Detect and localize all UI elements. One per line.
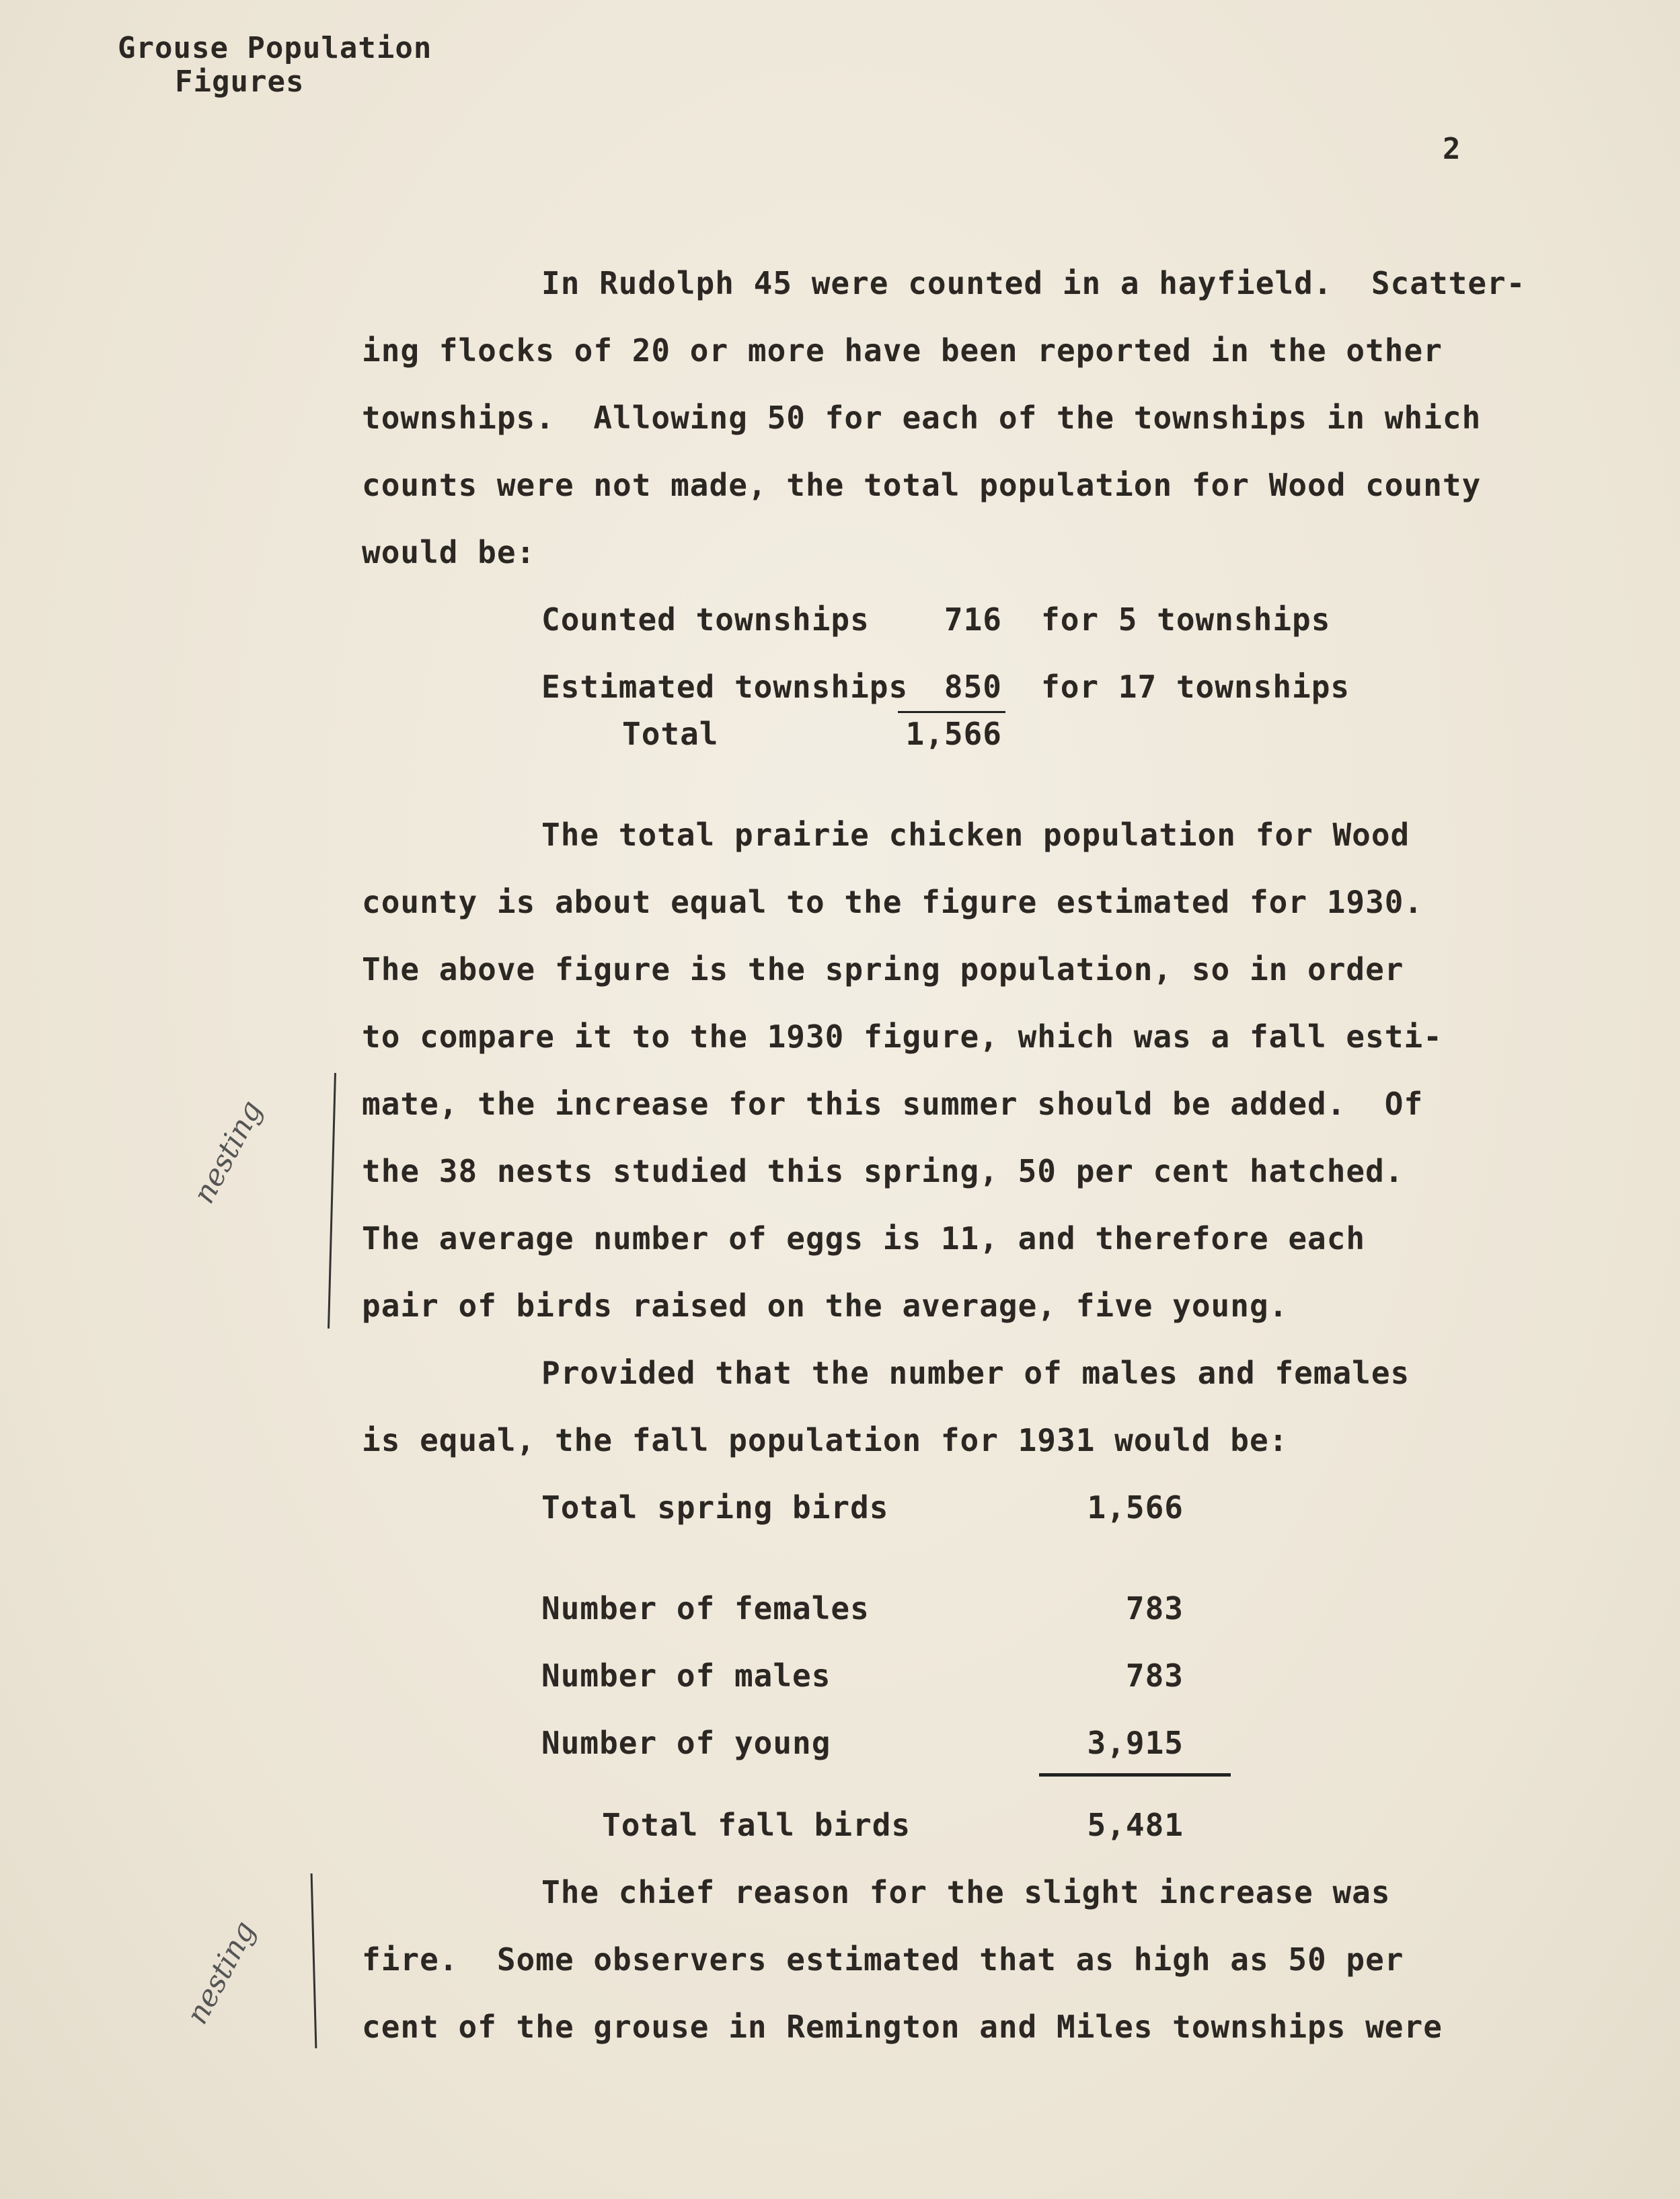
table2-row-value: 1,566 xyxy=(1087,1489,1184,1526)
table2-total-label: Total fall birds xyxy=(602,1807,911,1843)
para2-line: to compare it to the 1930 figure, which was a fall esti- xyxy=(362,1018,1443,1055)
para2-line: pair of birds raised on the average, five young. xyxy=(362,1288,1289,1324)
para4-line: cent of the grouse in Remington and Miles townships were xyxy=(362,2009,1443,2045)
table2-sum-rule xyxy=(1039,1773,1231,1777)
table2-total-value: 5,481 xyxy=(1087,1807,1184,1843)
para1-line: would be: xyxy=(362,534,536,570)
table2-row-label: Number of young xyxy=(541,1725,831,1761)
margin-bracket-line xyxy=(311,1873,317,2048)
table1-row-label: Estimated townships xyxy=(541,669,909,705)
para2-line: The total prairie chicken population for Wood xyxy=(541,817,1410,853)
para2-line: county is about equal to the figure estimated for 1930. xyxy=(362,884,1424,920)
para3-line: is equal, the fall population for 1931 would be: xyxy=(362,1422,1289,1458)
para1-line: townships. Allowing 50 for each of the townships in which xyxy=(362,400,1482,436)
table1-row-value: 716 xyxy=(944,601,1002,638)
para3-line: Provided that the number of males and females xyxy=(541,1355,1410,1391)
table2-row-value: 3,915 xyxy=(1087,1725,1184,1761)
para2-line: The above figure is the spring population, so in order xyxy=(362,951,1404,987)
table2-row-value: 783 xyxy=(1125,1590,1184,1627)
para2-line: the 38 nests studied this spring, 50 per cent hatched. xyxy=(362,1153,1404,1189)
table1-sum-rule xyxy=(898,711,1005,713)
header-title-line1: Grouse Population xyxy=(118,31,432,65)
table1-total-label: Total xyxy=(622,716,719,752)
table2-row-label: Number of females xyxy=(541,1590,870,1627)
header-title-line2: Figures xyxy=(175,65,305,99)
margin-note-nesting: nesting xyxy=(186,1094,270,1209)
table1-row-note: for 5 townships xyxy=(1041,601,1331,638)
table1-row-note: for 17 townships xyxy=(1041,669,1350,705)
table2-row-label: Number of males xyxy=(541,1657,831,1694)
table1-total-value: 1,566 xyxy=(905,716,1002,752)
para1-line: ing flocks of 20 or more have been reported in the other xyxy=(362,332,1443,369)
para1-line: In Rudolph 45 were counted in a hayfield. Scatter- xyxy=(541,265,1526,301)
para2-line: The average number of eggs is 11, and therefore each xyxy=(362,1220,1366,1257)
table1-row-value: 850 xyxy=(944,669,1002,705)
table1-row-label: Counted townships xyxy=(541,601,870,638)
para4-line: fire. Some observers estimated that as high as 50 per xyxy=(362,1941,1404,1978)
para2-line: mate, the increase for this summer should be added. Of xyxy=(362,1086,1424,1122)
table2-row-label: Total spring birds xyxy=(541,1489,889,1526)
table2-row-value: 783 xyxy=(1125,1657,1184,1694)
margin-bracket-line xyxy=(328,1073,336,1329)
para4-line: The chief reason for the slight increase was xyxy=(541,1874,1391,1910)
para1-line: counts were not made, the total population for Wood county xyxy=(362,467,1482,503)
page-number: 2 xyxy=(1443,132,1461,166)
margin-note-nesting: nesting xyxy=(180,1915,263,2030)
